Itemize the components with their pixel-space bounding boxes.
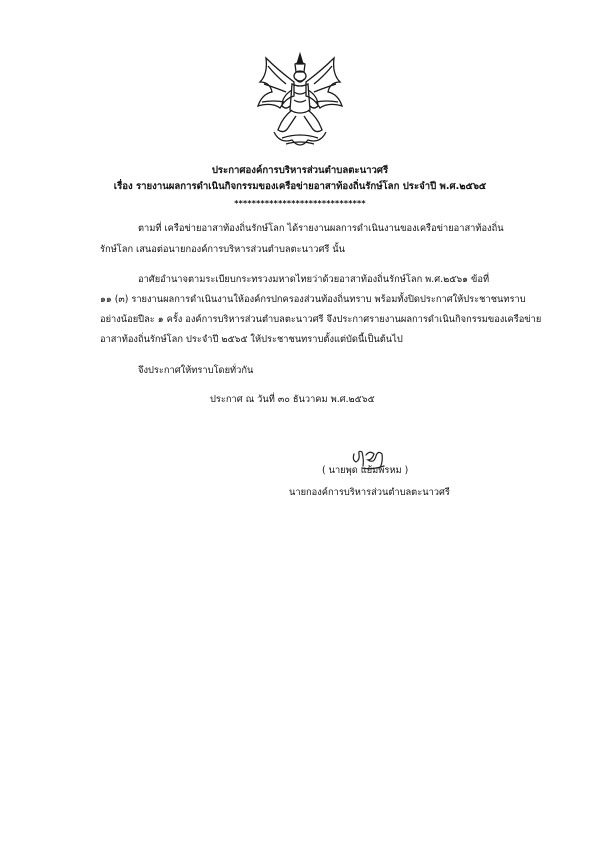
closing-statement: จึงประกาศให้ทราบโดยทั่วกัน [138,365,254,376]
divider-asterisks: ****************************** [234,199,366,208]
paragraph-2-line-4: อาสาท้องถิ่นรักษ์โลก ประจำปี ๒๕๖๕ ให้ประชาชนทราบตั้งแต่บัดนี้เป็นต้นไป [100,334,403,345]
announcement-date: ประกาศ ณ วันที่ ๓๐ ธันวาคม พ.ศ.๒๕๖๕ [210,394,375,405]
paragraph-1-line-1: ตามที่ เครือข่ายอาสาท้องถิ่นรักษ์โลก ได้รายงานผลการดำเนินงานของเครือข่ายอาสาท้องถิ่น [138,223,504,234]
garuda-emblem-icon [252,52,348,152]
paragraph-2-line-3: อย่างน้อยปีละ ๑ ครั้ง องค์การบริหารส่วนตำบลตะนาวศรี จึงประกาศรายงานผลการดำเนินกิจกรรมของเครือข่าย [100,314,542,325]
paragraph-1-line-2: รักษ์โลก เสนอต่อนายกองค์การบริหารส่วนตำบลตะนาวศรี นั้น [100,244,346,255]
signatory-name: ( นายพุด แย้มพรหม ) [322,465,409,476]
announcement-title: ประกาศองค์การบริหารส่วนตำบลตะนาวศรี [211,165,389,176]
announcement-subject: เรื่อง รายงานผลการดำเนินกิจกรรมของเครือข่ายอาสาท้องถิ่นรักษ์โลก ประจำปี พ.ศ.๒๕๖๕ [113,181,487,192]
signatory-position: นายกองค์การบริหารส่วนตำบลตะนาวศรี [289,487,450,498]
paragraph-2-line-1: อาศัยอำนาจตามระเบียบกระทรวงมหาดไทยว่าด้วยอาสาท้องถิ่นรักษ์โลก พ.ศ.๒๕๖๑ ข้อที่ [138,274,490,285]
paragraph-2-line-2: ๑๑ (๓) รายงานผลการดำเนินงานให้องค์กรปกครองส่วนท้องถิ่นทราบ พร้อมทั้งปิดประกาศให้ประชาชนทราบ [100,294,526,305]
